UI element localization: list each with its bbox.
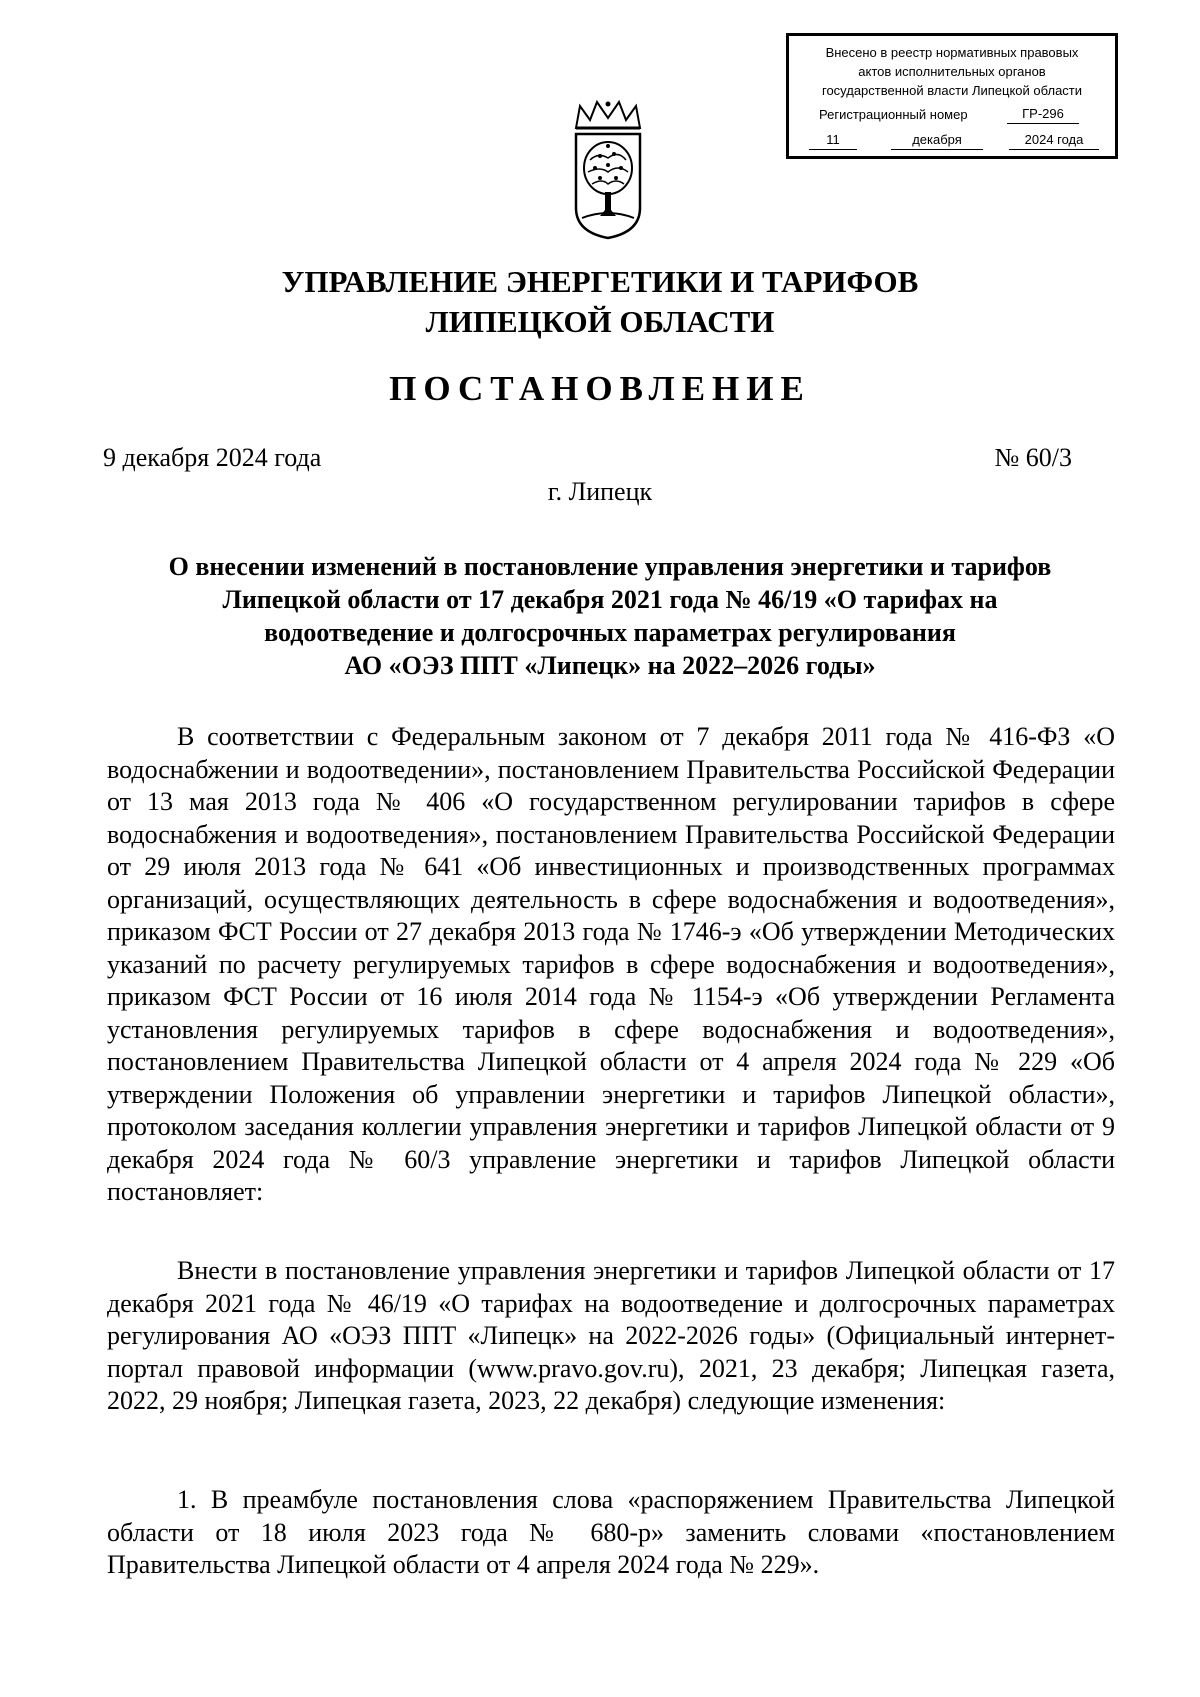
subject-line-3: водоотведение и долгосрочных параметрах регулирования bbox=[264, 618, 956, 647]
stamp-reg-number: ГР-296 bbox=[1007, 105, 1079, 124]
agency-title-line-2: ЛИПЕЦКОЙ ОБЛАСТИ bbox=[425, 304, 775, 339]
body-section-2 bbox=[107, 1255, 1115, 1418]
paragraph-preamble: В соответствии с Федеральным законом от 7 декабря 2011 года № 416-ФЗ «О водоснабжении и водоотведении», постановлением Правительства Российской Федерации от 13 мая 2013 года № 406 «О государственном регулировании тарифов в сфере водоснабжения и водоотведения», постановлением Правительства Российской Федерации от 29 июля 2013 года № 641 «Об инвестиционных и производственных программах организаций, осуществляющих деятельность в сфере водоснабжения и водоотведения», приказом ФСТ России от 27 декабря 2013 года № 1746-э «Об утверждении Методических указаний по расчету регулируемых тарифов в сфере водоснабжения и водоотведения», приказом ФСТ России от 16 июля 2014 года № 1154-э «Об утверждении Регламента установления регулируемых тарифов в сфере водоснабжения и водоотведения», постановлением Правительства Липецкой области от 4 апреля 2024 года № 229 «Об утверждении Положения об управлении энергетики и тарифов Липецкой области», протоколом заседания коллегии управления энергетики и тарифов Липецкой области от 9 декабря 2024 года № 60/3 управление энергетики и тарифов Липецкой области постановляет: bbox=[107, 722, 1115, 1206]
stamp-year: 2024 года bbox=[1009, 131, 1099, 150]
subject-line-4: АО «ОЭЗ ППТ «Липецк» на 2022–2026 годы» bbox=[344, 651, 876, 680]
document-type: ПОСТАНОВЛЕНИЕ bbox=[389, 369, 811, 408]
document-date: 9 декабря 2024 года bbox=[103, 443, 322, 472]
registry-stamp bbox=[786, 33, 1118, 159]
body-section-1 bbox=[107, 721, 1115, 1209]
stamp-day: 11 bbox=[809, 131, 857, 150]
stamp-month: декабря bbox=[891, 131, 983, 150]
paragraph-resolution: Внести в постановление управления энергетики и тарифов Липецкой области от 17 декабря 2021 года № 46/19 «О тарифах на водоотведение и долгосрочных параметрах регулирования АО «ОЭЗ ППТ «Липецк» на 2022-2026 годы» (Официальный интернет-портал правовой информации (www.pravo.gov.ru), 2021, 23 декабря; Липецкая газета, 2022, 29 ноября; Липецкая газета, 2023, 22 декабря) следующие изменения: bbox=[107, 1256, 1115, 1415]
document-subject bbox=[120, 550, 1100, 682]
stamp-line-2: актов исполнительных органов bbox=[858, 64, 1046, 79]
subject-line-1: О внесении изменений в постановление управления энергетики и тарифов bbox=[168, 552, 1052, 581]
agency-title-line-1: УПРАВЛЕНИЕ ЭНЕРГЕТИКИ И ТАРИФОВ bbox=[281, 264, 919, 299]
stamp-line-1: Внесено в реестр нормативных правовых bbox=[825, 45, 1079, 60]
document-number: № 60/3 bbox=[994, 443, 1072, 472]
agency-title bbox=[0, 262, 1200, 342]
stamp-reg-label: Регистрационный номер bbox=[819, 107, 968, 122]
stamp-line-3: государственной власти Липецкой области bbox=[821, 83, 1083, 98]
coat-of-arms-icon bbox=[570, 98, 646, 240]
body-section-3 bbox=[107, 1484, 1115, 1582]
paragraph-item-1: 1. В преамбуле постановления слова «распоряжением Правительства Липецкой области от 18 июля 2023 года № 680-р» заменить словами «постановлением Правительства Липецкой области от 4 апреля 2024 года № 229». bbox=[107, 1485, 1115, 1579]
document-city: г. Липецк bbox=[547, 477, 653, 506]
subject-line-2: Липецкой области от 17 декабря 2021 года № 46/19 «О тарифах на bbox=[222, 585, 998, 614]
